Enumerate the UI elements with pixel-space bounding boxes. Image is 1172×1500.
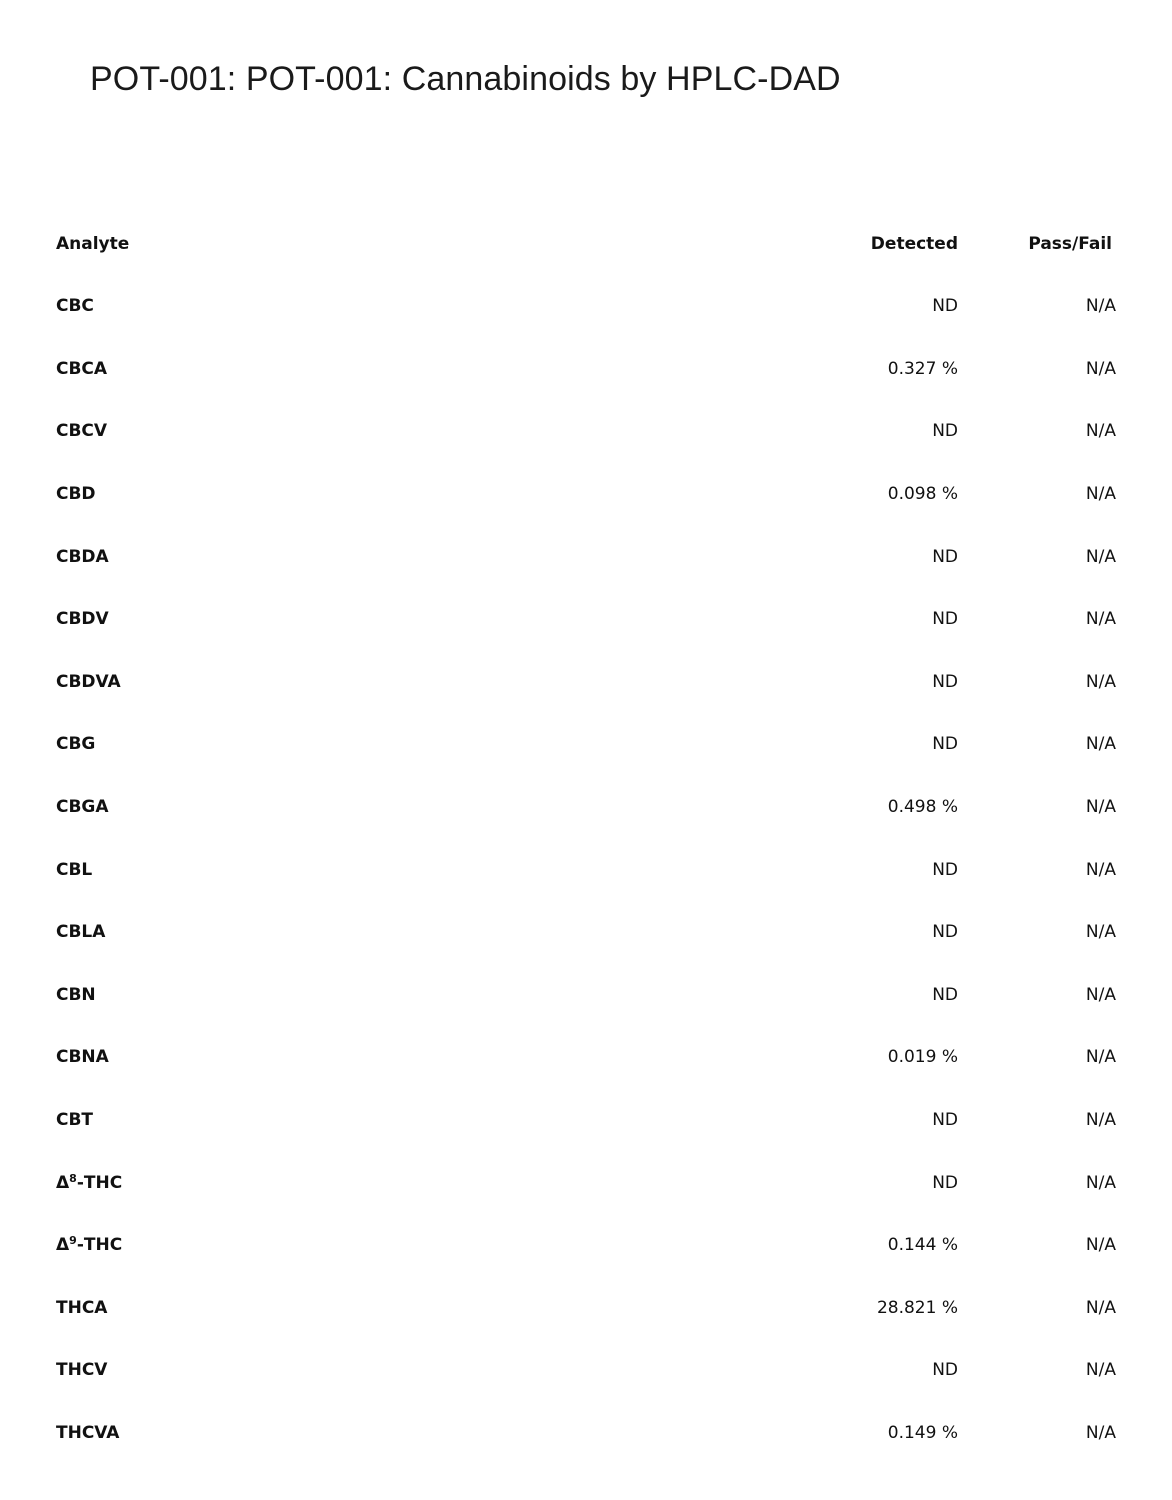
detected-cell: ND: [932, 609, 958, 630]
table-row: [56, 525, 1116, 588]
detected-cell: ND: [932, 984, 958, 1005]
analyte-cell: CBT: [56, 1110, 94, 1131]
detected-cell: 0.149 %: [887, 1422, 958, 1443]
detected-cell: ND: [932, 1110, 958, 1131]
results-table: [56, 213, 1116, 1464]
analyte-cell: CBD: [56, 484, 96, 505]
analyte-cell: CBDA: [56, 546, 109, 567]
table-row: [56, 588, 1116, 651]
pass-fail-cell: N/A: [1085, 671, 1116, 692]
pass-fail-cell: N/A: [1085, 922, 1116, 943]
detected-cell: ND: [932, 1360, 958, 1381]
detected-cell: ND: [932, 859, 958, 880]
pass-fail-cell: N/A: [1085, 296, 1116, 317]
table-row: [56, 1026, 1116, 1089]
analyte-cell: CBNA: [56, 1047, 109, 1068]
detected-cell: 0.144 %: [887, 1235, 958, 1256]
table-row: [56, 1214, 1116, 1277]
pass-fail-cell: N/A: [1085, 609, 1116, 630]
detected-cell: 0.098 %: [887, 484, 958, 505]
page-title: POT-001: POT-001: Cannabinoids by HPLC-DAD: [90, 60, 841, 98]
table-row: [56, 1339, 1116, 1402]
table-row: [56, 838, 1116, 901]
column-header-analyte: Analyte: [56, 234, 130, 254]
table-row: [56, 400, 1116, 463]
table-row: [56, 651, 1116, 714]
pass-fail-cell: N/A: [1085, 484, 1116, 505]
detected-cell: ND: [932, 546, 958, 567]
pass-fail-cell: N/A: [1085, 1297, 1116, 1318]
analyte-cell: [56, 1214, 798, 1277]
column-header-pass-fail: Pass/Fail: [1028, 234, 1112, 254]
detected-cell: 0.019 %: [887, 1047, 958, 1068]
table-row: [56, 1089, 1116, 1152]
pass-fail-cell: N/A: [1085, 1235, 1116, 1256]
pass-fail-cell: N/A: [1085, 859, 1116, 880]
analyte-cell: CBCV: [56, 421, 108, 442]
table-row: [56, 776, 1116, 839]
analyte-cell: CBGA: [56, 797, 109, 818]
table-row: [56, 1402, 1116, 1465]
detected-cell: ND: [932, 922, 958, 943]
table-row: [56, 338, 1116, 401]
table-row: [56, 713, 1116, 776]
detected-cell: ND: [932, 1172, 958, 1193]
pass-fail-cell: N/A: [1085, 1360, 1116, 1381]
analyte-cell: CBLA: [56, 922, 106, 943]
detected-cell: 0.327 %: [887, 358, 958, 379]
pass-fail-cell: N/A: [1085, 358, 1116, 379]
detected-cell: 0.498 %: [887, 797, 958, 818]
pass-fail-cell: N/A: [1085, 1172, 1116, 1193]
analyte-cell: CBDV: [56, 609, 109, 630]
analyte-isomer-superscript: 9: [69, 1234, 77, 1248]
pass-fail-cell: N/A: [1085, 1422, 1116, 1443]
table-row: [56, 1277, 1116, 1340]
table-header-row: [56, 213, 1116, 275]
table-row: [56, 1151, 1116, 1214]
analyte-cell: THCA: [56, 1297, 108, 1318]
table-row: [56, 275, 1116, 338]
analyte-cell: CBC: [56, 296, 94, 317]
analyte-isomer-superscript: 8: [69, 1171, 77, 1185]
pass-fail-cell: N/A: [1085, 797, 1116, 818]
analyte-cell: THCVA: [56, 1422, 120, 1443]
pass-fail-cell: N/A: [1085, 1047, 1116, 1068]
analyte-cell: THCV: [56, 1360, 108, 1381]
analyte-suffix: -THC: [76, 1172, 123, 1193]
table-row: [56, 964, 1116, 1027]
detected-cell: ND: [932, 734, 958, 755]
analyte-suffix: -THC: [76, 1235, 123, 1256]
pass-fail-cell: N/A: [1085, 421, 1116, 442]
pass-fail-cell: N/A: [1085, 1110, 1116, 1131]
column-header-detected: Detected: [870, 234, 958, 254]
pass-fail-cell: N/A: [1085, 546, 1116, 567]
pass-fail-cell: N/A: [1085, 984, 1116, 1005]
analyte-prefix: Δ: [56, 1235, 70, 1256]
pass-fail-cell: N/A: [1085, 734, 1116, 755]
analyte-cell: CBG: [56, 734, 96, 755]
table-row: [56, 463, 1116, 526]
detected-cell: ND: [932, 671, 958, 692]
detected-cell: ND: [932, 421, 958, 442]
analyte-cell: [56, 1151, 798, 1214]
analyte-cell: CBN: [56, 984, 96, 1005]
analyte-cell: CBDVA: [56, 671, 121, 692]
detected-cell: 28.821 %: [876, 1297, 958, 1318]
analyte-cell: CBCA: [56, 358, 108, 379]
analyte-cell: CBL: [56, 859, 93, 880]
analyte-prefix: Δ: [56, 1172, 70, 1193]
detected-cell: ND: [932, 296, 958, 317]
table-row: [56, 901, 1116, 964]
